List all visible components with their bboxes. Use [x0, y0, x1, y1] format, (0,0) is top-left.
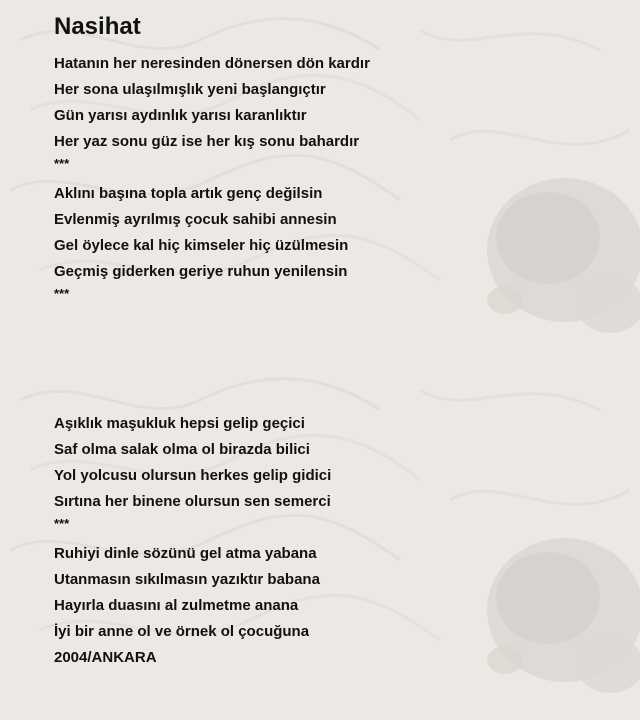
poem-line: Hatanın her neresinden dönersen dön kardır: [54, 55, 370, 72]
poem-signature: 2004/ANKARA: [54, 649, 157, 666]
stanza-2: [54, 181, 348, 307]
poem-line: Aşıklık maşukluk hepsi gelip geçici: [54, 415, 305, 432]
stanza-separator: ***: [54, 516, 70, 531]
stanza-1: [54, 51, 370, 177]
poem-line: İyi bir anne ol ve örnek ol çocuğuna: [54, 623, 310, 640]
poem-line: Geçmiş giderken geriye ruhun yenilensin: [54, 263, 348, 280]
stanza-separator: ***: [54, 156, 70, 171]
poem-line: Her sona ulaşılmışlık yeni başlangıçtır: [54, 81, 326, 98]
poem-line: Ruhiyi dinle sözünü gel atma yabana: [54, 545, 317, 562]
poem-line: Aklını başına topla artık genç değilsin: [54, 185, 323, 202]
poem-line: Yol yolcusu olursun herkes gelip gidici: [54, 467, 332, 484]
poem-line: Hayırla duasını al zulmetme anana: [54, 597, 299, 614]
poem-line: Sırtına her binene olursun sen semerci: [54, 493, 331, 510]
poem-title: Nasihat: [54, 13, 141, 40]
poem-line: Evlenmiş ayrılmış çocuk sahibi annesin: [54, 211, 337, 228]
stanza-separator: ***: [54, 286, 70, 301]
poem-line: Utanmasın sıkılmasın yazıktır babana: [54, 571, 320, 588]
stanza-4: [54, 541, 320, 671]
poem-line: Gel öylece kal hiç kimseler hiç üzülmesin: [54, 237, 349, 254]
stanza-3: [54, 411, 331, 537]
poem-line: Saf olma salak olma ol birazda bilici: [54, 441, 310, 458]
poem-line: Gün yarısı aydınlık yarısı karanlıktır: [54, 107, 307, 124]
poem-line: Her yaz sonu güz ise her kış sonu bahardır: [54, 133, 360, 150]
